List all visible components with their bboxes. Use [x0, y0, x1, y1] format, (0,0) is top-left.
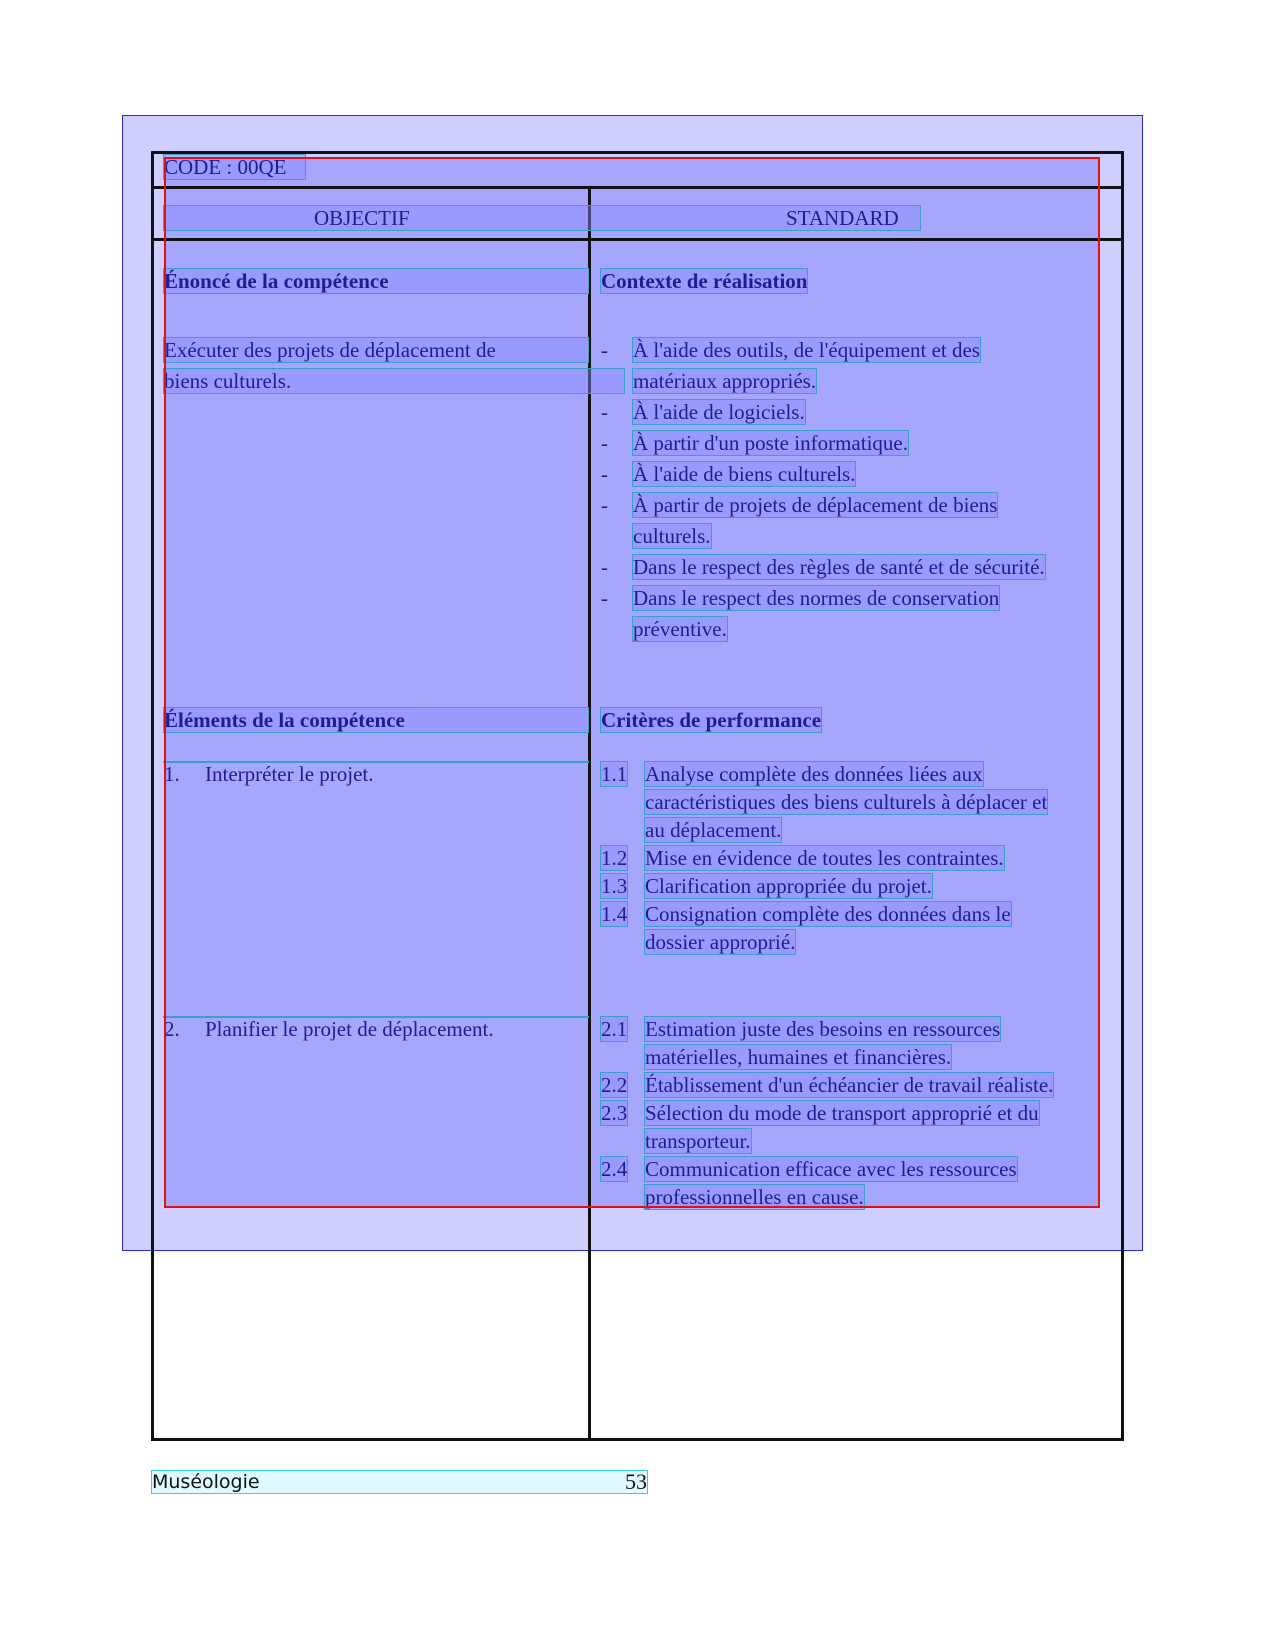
page-footer — [151, 1470, 648, 1494]
header-objectif: OBJECTIF — [314, 206, 410, 230]
contexte-item-6-line-1: Dans le respect des règles de santé et de sécurité. — [633, 555, 1045, 579]
contexte-item-5-line-2: culturels. — [633, 524, 711, 548]
criterion-1-1-line-1: Analyse complète des données liées aux — [645, 762, 983, 786]
contexte-bullet: - — [601, 462, 608, 486]
criterion-2-4-line-2: professionnelles en cause. — [645, 1185, 864, 1209]
contexte-bullet: - — [601, 431, 608, 455]
footer-title: Muséologie — [152, 1471, 260, 1493]
criterion-2-1-number: 2.1 — [601, 1017, 628, 1041]
contexte-bullet: - — [601, 493, 608, 517]
table-divider-header — [151, 238, 1124, 241]
contexte-item-2-line-1: À l'aide de logiciels. — [633, 400, 805, 424]
criterion-2-1-line-2: matérielles, humaines et financières. — [645, 1045, 952, 1069]
enonce-line-1: Exécuter des projets de déplacement de — [164, 338, 588, 362]
enonce-title: Énoncé de la compétence — [164, 269, 588, 293]
criterion-2-2-number: 2.2 — [601, 1073, 628, 1097]
contexte-bullet: - — [601, 400, 608, 424]
element-2-text: Planifier le projet de déplacement. — [205, 1017, 494, 1041]
page-number: 53 — [625, 1469, 647, 1494]
criterion-1-2-line-1: Mise en évidence de toutes les contraintes. — [645, 846, 1004, 870]
criterion-2-2-line-1: Établissement d'un échéancier de travail réaliste. — [645, 1073, 1054, 1097]
criterion-2-3-line-1: Sélection du mode de transport approprié et du — [645, 1101, 1039, 1125]
contexte-item-5-line-1: À partir de projets de déplacement de biens — [633, 493, 998, 517]
criterion-2-4-number: 2.4 — [601, 1157, 628, 1181]
criterion-1-2-number: 1.2 — [601, 846, 628, 870]
header-standard: STANDARD — [786, 206, 899, 230]
contexte-item-1-line-1: À l'aide des outils, de l'équipement et des — [633, 338, 980, 362]
contexte-bullet: - — [601, 555, 608, 579]
criterion-2-1-line-1: Estimation juste des besoins en ressources — [645, 1017, 1001, 1041]
element-1-text: Interpréter le projet. — [205, 762, 374, 786]
criterion-1-1-line-2: caractéristiques des biens culturels à déplacer et — [645, 790, 1048, 814]
contexte-item-1-line-2: matériaux appropriés. — [633, 369, 817, 393]
table-divider-code — [151, 186, 1124, 189]
criterion-1-4-line-2: dossier approprié. — [645, 930, 796, 954]
criterion-2-4-line-1: Communication efficace avec les ressources — [645, 1157, 1017, 1181]
contexte-bullet: - — [601, 586, 608, 610]
criterion-1-4-line-1: Consignation complète des données dans le — [645, 902, 1011, 926]
contexte-item-3-line-1: À partir d'un poste informatique. — [633, 431, 908, 455]
criterion-1-3-number: 1.3 — [601, 874, 628, 898]
criterion-1-4-number: 1.4 — [601, 902, 628, 926]
contexte-item-7-line-2: préventive. — [633, 617, 727, 641]
contexte-bullet: - — [601, 338, 608, 362]
criterion-1-1-line-3: au déplacement. — [645, 818, 782, 842]
criterion-2-3-line-2: transporteur. — [645, 1129, 751, 1153]
criteres-title: Critères de performance — [601, 708, 822, 732]
code-label: CODE : 00QE — [164, 155, 305, 179]
enonce-line-2: biens culturels. — [164, 369, 624, 393]
contexte-title: Contexte de réalisation — [601, 269, 808, 293]
elements-title: Éléments de la compétence — [164, 708, 588, 732]
element-1-number: 1. — [164, 762, 180, 786]
criterion-1-1-number: 1.1 — [601, 762, 628, 786]
element-2-number: 2. — [164, 1017, 180, 1041]
criterion-2-3-number: 2.3 — [601, 1101, 628, 1125]
contexte-item-7-line-1: Dans le respect des normes de conservation — [633, 586, 1000, 610]
contexte-item-4-line-1: À l'aide de biens culturels. — [633, 462, 856, 486]
criterion-1-3-line-1: Clarification appropriée du projet. — [645, 874, 932, 898]
